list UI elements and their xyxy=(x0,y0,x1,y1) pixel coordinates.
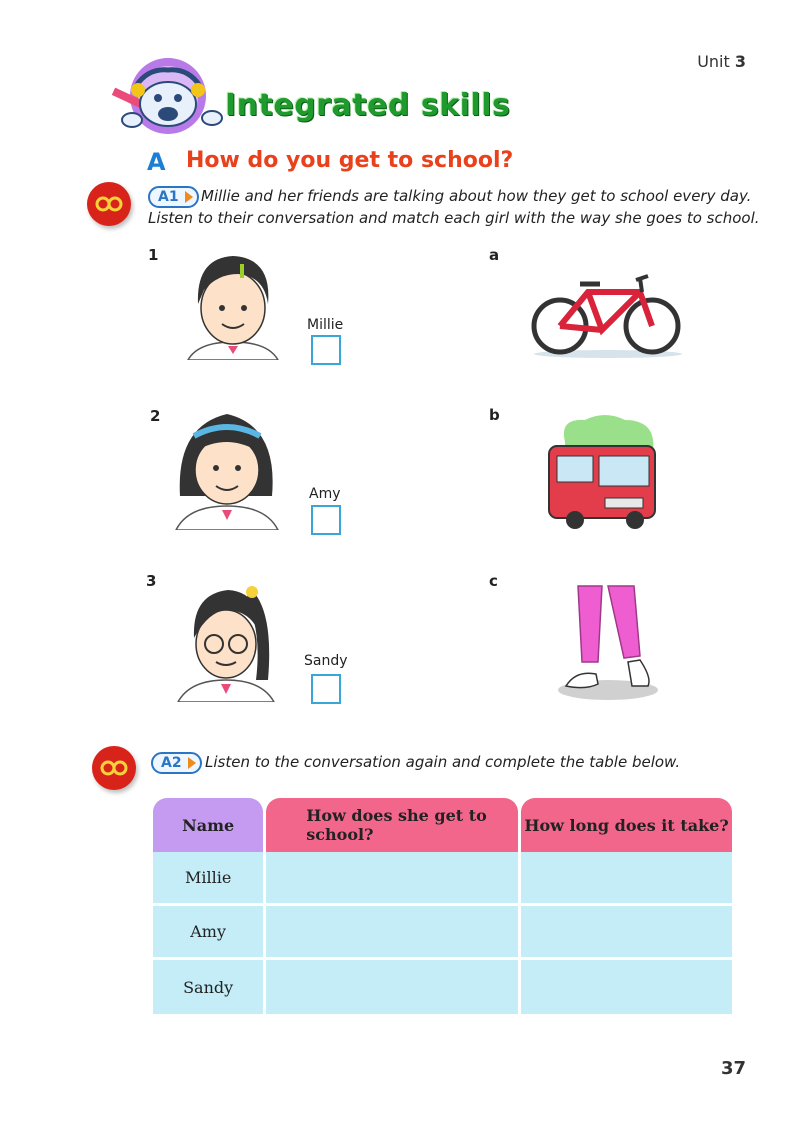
answer-cell-how[interactable] xyxy=(266,906,518,960)
answer-cell-how[interactable] xyxy=(266,960,518,1017)
row-name-sandy: Sandy xyxy=(153,960,263,1017)
a2-instruction: Listen to the conversation again and complete the table below. xyxy=(205,753,681,771)
transport-letter-b: b xyxy=(489,406,500,424)
sandy-portrait-icon xyxy=(176,580,276,702)
girl-number-1: 1 xyxy=(148,246,159,264)
a1-instruction-line1: Millie and her friends are talking about how they get to school every day. xyxy=(201,187,752,205)
row-name-amy: Amy xyxy=(153,906,263,960)
unit-number: 3 xyxy=(734,52,746,71)
match-box-sandy[interactable] xyxy=(311,674,341,704)
a1-badge-label: A1 xyxy=(158,189,179,205)
amy-portrait-icon xyxy=(172,406,282,530)
a2-badge xyxy=(151,752,202,774)
unit-word: Unit xyxy=(697,52,730,71)
a2-badge-label: A2 xyxy=(161,755,182,771)
match-box-millie[interactable] xyxy=(311,335,341,365)
header-how: How does she get to school? xyxy=(266,798,518,852)
a1-badge xyxy=(148,186,199,208)
girl-name-3: Sandy xyxy=(304,653,348,669)
answer-cell-time[interactable] xyxy=(521,906,732,960)
table-row xyxy=(153,960,732,1017)
table-row xyxy=(153,852,732,906)
page-title: Integrated skills xyxy=(225,88,511,123)
section-question: How do you get to school? xyxy=(186,148,514,173)
cassette-tape-icon xyxy=(87,182,131,226)
answer-cell-time[interactable] xyxy=(521,960,732,1017)
table-row xyxy=(153,906,732,960)
girl-name-2: Amy xyxy=(309,486,341,502)
girl-number-3: 3 xyxy=(146,572,157,590)
header-how-long: How long does it take? xyxy=(521,798,732,852)
walking-legs-icon xyxy=(556,582,666,702)
answer-cell-how[interactable] xyxy=(266,852,518,906)
cassette-tape-icon-2 xyxy=(92,746,136,790)
mascot-dog-icon xyxy=(108,56,226,140)
match-box-amy[interactable] xyxy=(311,505,341,535)
row-name-millie: Millie xyxy=(153,852,263,906)
bus-icon xyxy=(545,412,665,532)
girl-name-1: Millie xyxy=(307,317,344,333)
section-letter: A xyxy=(147,148,166,176)
transport-letter-c: c xyxy=(489,572,498,590)
unit-label xyxy=(697,52,746,71)
millie-portrait-icon xyxy=(178,246,288,360)
bicycle-icon xyxy=(530,270,685,360)
a1-instruction-line2: Listen to their conversation and match each girl with the way she goes to school. xyxy=(148,209,760,227)
transport-table xyxy=(150,798,735,1017)
page-number: 37 xyxy=(720,1058,746,1079)
transport-letter-a: a xyxy=(489,246,500,264)
girl-number-2: 2 xyxy=(150,407,161,425)
header-name: Name xyxy=(153,798,263,852)
answer-cell-time[interactable] xyxy=(521,852,732,906)
